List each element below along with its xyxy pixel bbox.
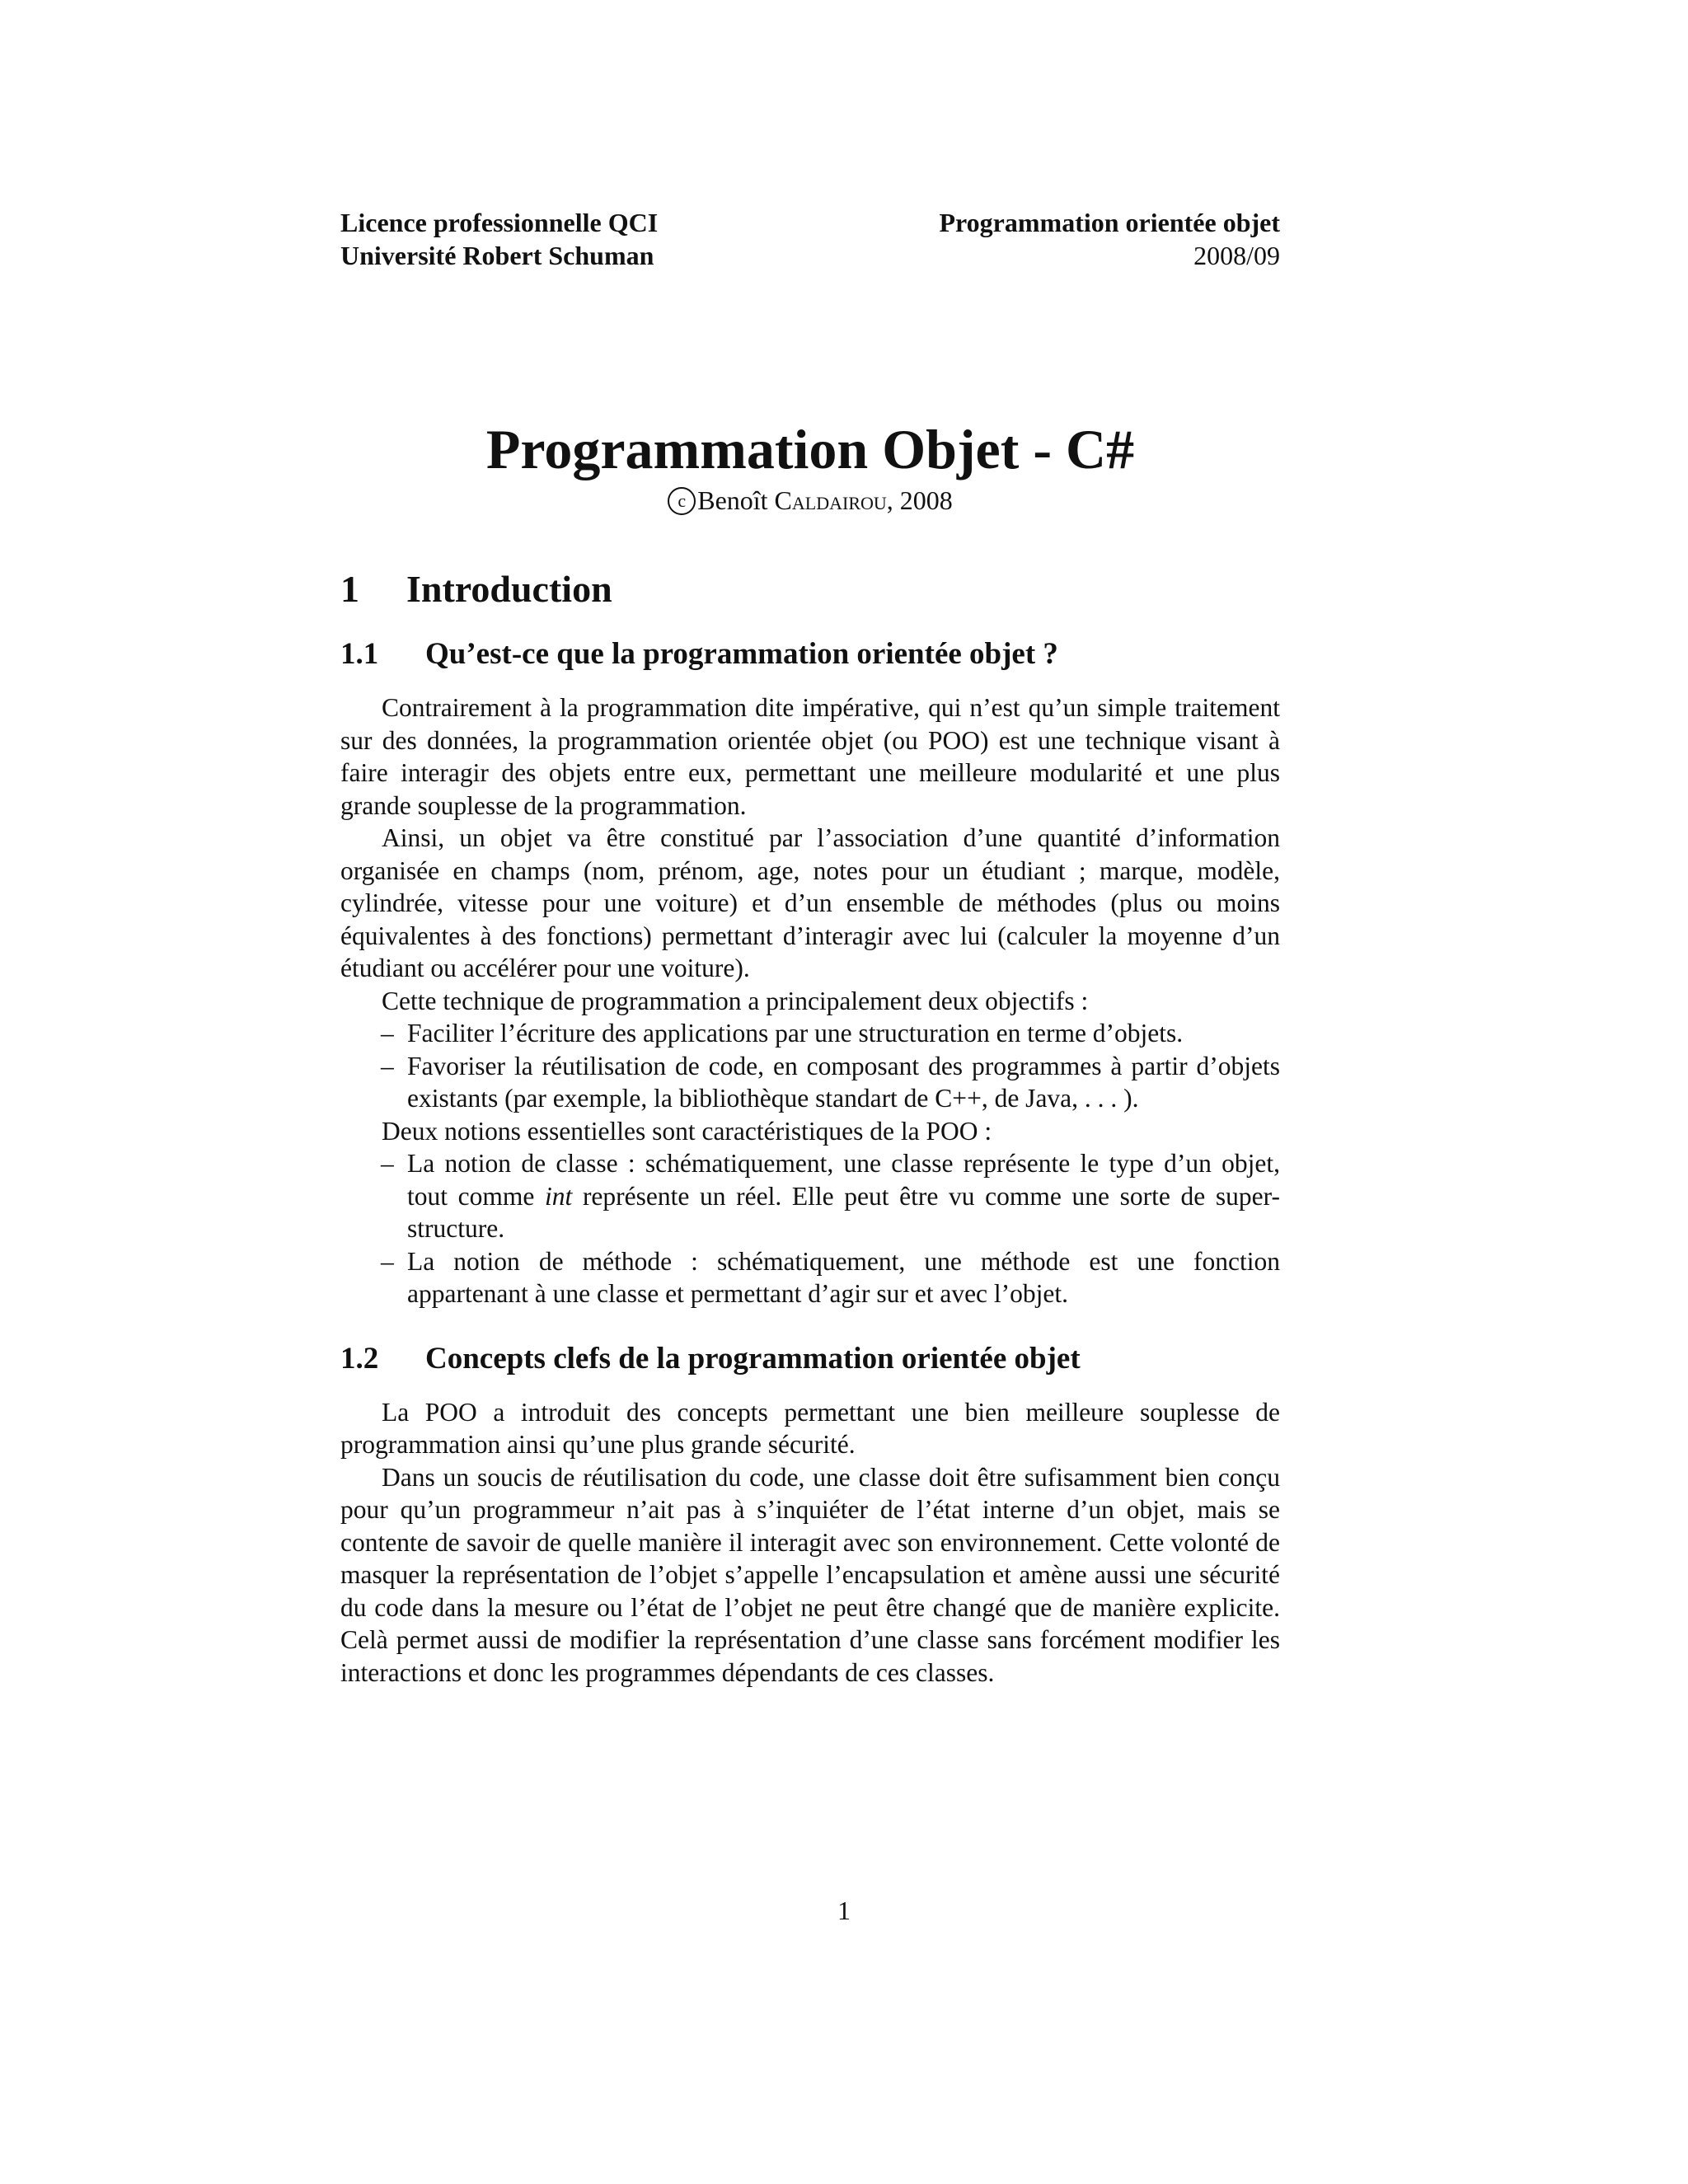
notions-list [340, 1147, 1280, 1310]
list-item: – La notion de méthode : schématiquement, une méthode est une fonction appartenant à une classe et permettant d’agir sur et avec l’objet. [407, 1245, 1280, 1310]
header-right [940, 206, 1281, 272]
paragraph: Dans un soucis de réutilisation du code, une classe doit être sufisamment bien conçu pour qu’un programmeur n’ait pas à s’inquiéter de l’état interne d’un objet, mais se contente de savoir de quelle manière il interagit avec son environnement. Cette volonté de masquer la représentation de l’objet s’appelle l’encapsulation et amène aussi une sécurité du code dans la mesure ou l’état de l’objet ne peut être changé que de manière explicite. Celà permet aussi de modifier la représentation d’une classe sans forcément modifier les interactions et donc les programmes dépendants de ces classes. [340, 1462, 1280, 1687]
author-last-name: Caldairou [774, 485, 887, 515]
document-page [340, 206, 1280, 1689]
header-year: 2008/09 [1193, 241, 1280, 270]
subsection-number: 1.1 [340, 637, 379, 671]
list-item-text: représente un réel. Elle peut être vu comme une sorte de super-structure. [407, 1181, 1280, 1243]
section-heading [340, 566, 1280, 612]
paragraph: La POO a introduit des concepts permettant une bien meilleure souplesse de programmation ainsi qu’une plus grande sécurité. [340, 1397, 1280, 1459]
subsection-title: Qu’est-ce que la programmation orientée objet ? [425, 637, 1058, 671]
page-number: 1 [837, 1896, 851, 1925]
subsection-heading-1-1 [340, 635, 1280, 673]
paragraph: Ainsi, un objet va être constitué par l’association d’une quantité d’information organisée en champs (nom, prénom, age, notes pour un étudiant ; marque, modèle, cylindrée, vitesse pour une voiture) et d’un ensemble de méthodes (plus ou moins équivalentes à des fonctions) permettant d’interagir avec lui (calculer la moyenne d’un étudiant ou accélérer pour une voiture). [340, 823, 1280, 982]
section-number: 1 [340, 568, 359, 610]
header-university: Université Robert Schuman [340, 241, 654, 270]
list-item-text: La notion de classe : schématiquement, une classe représente le type d’un objet, tout comme [407, 1149, 1280, 1211]
copyright-icon: c [668, 487, 696, 515]
subsection-title: Concepts clefs de la programmation orientée objet [425, 1341, 1081, 1376]
author-year: , 2008 [886, 485, 953, 515]
author-first-name: Benoît [697, 485, 768, 515]
document-title: Programmation Objet - C# [485, 418, 1135, 480]
page-header [340, 206, 1280, 272]
subsection-heading-1-2 [340, 1340, 1280, 1378]
paragraph: Contrairement à la programmation dite impérative, qui n’est qu’un simple traitement sur des données, la programmation orientée objet (ou POO) est une technique visant à faire interagir des objets entre eux, permettant une meilleure modularité et une plus grande souplesse de la programmation. [340, 693, 1280, 820]
objectives-list [340, 1017, 1280, 1115]
list-item: – Faciliter l’écriture des applications par une structuration en terme d’objets. [407, 1017, 1280, 1050]
title-block [340, 416, 1280, 517]
header-course: Licence professionnelle QCI [340, 208, 659, 237]
section-title: Introduction [406, 568, 612, 610]
paragraph: Cette technique de programmation a principalement deux objectifs : [382, 986, 1089, 1015]
paragraph: Deux notions essentielles sont caractéristiques de la POO : [382, 1116, 992, 1146]
subsection-number: 1.2 [340, 1341, 379, 1376]
emphasis-int: int [545, 1181, 573, 1211]
list-item [407, 1147, 1280, 1245]
author-line [340, 484, 1280, 517]
header-left [340, 206, 658, 272]
header-subject: Programmation orientée objet [939, 208, 1280, 237]
list-item: – Favoriser la réutilisation de code, en composant des programmes à partir d’objets existants (par exemple, la bibliothèque standart de C++, de Java, . . . ). [407, 1050, 1280, 1115]
